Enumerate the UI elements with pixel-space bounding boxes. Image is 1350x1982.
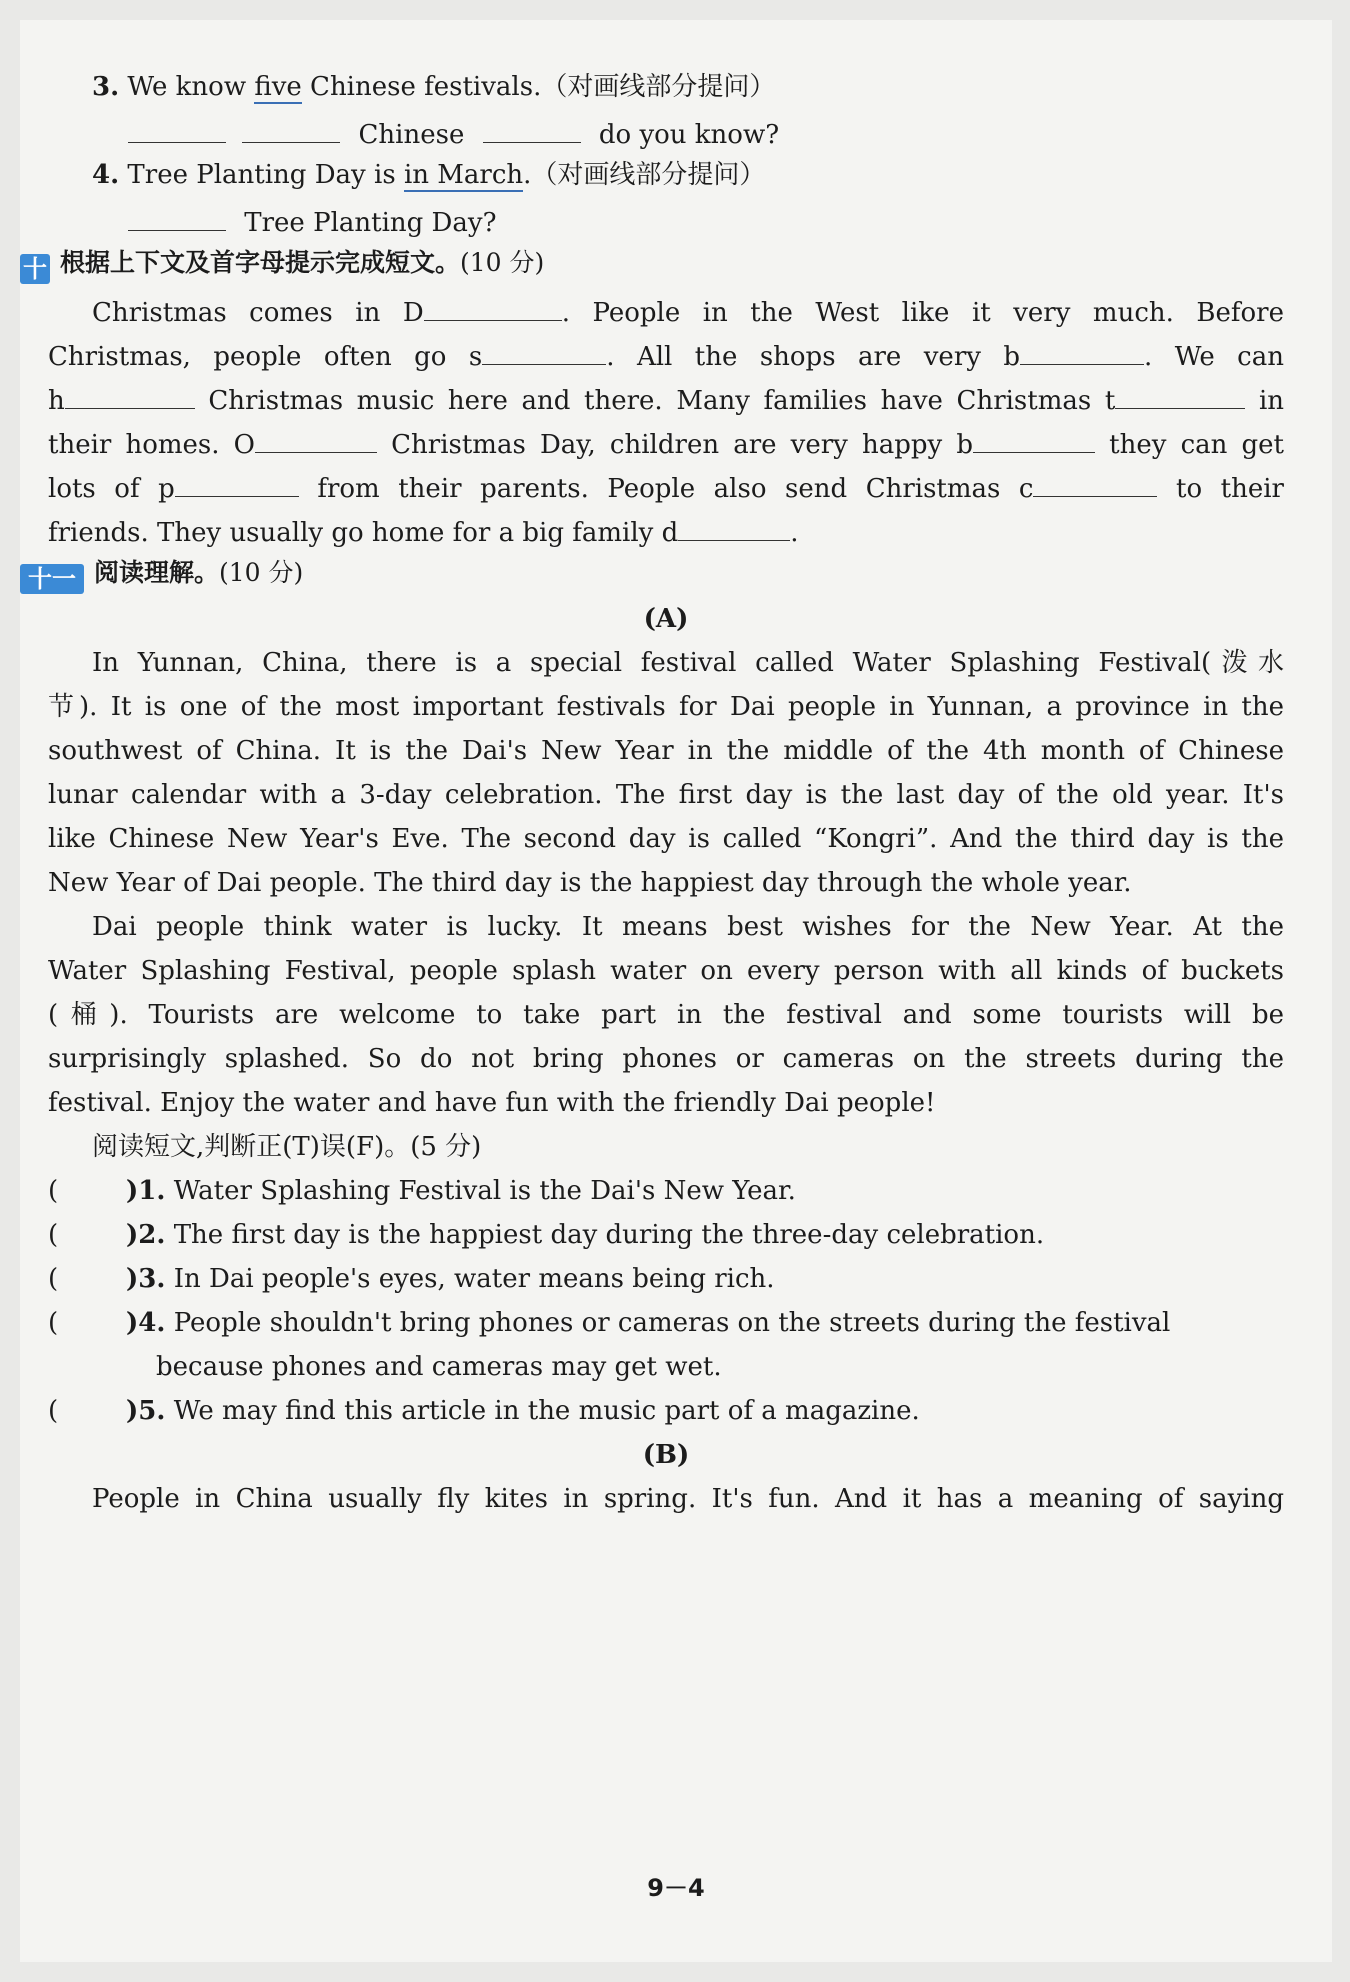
question-text: . [523, 160, 532, 190]
answer-word: Chinese [358, 120, 465, 150]
cloze-text: . All the shops are very b [606, 342, 1021, 372]
answer-blank[interactable] [128, 204, 226, 231]
answer-line-3 [128, 116, 1284, 150]
cloze-blank[interactable] [973, 426, 1095, 453]
item-number: )5. [126, 1396, 166, 1426]
item-number: )2. [126, 1220, 166, 1250]
underlined-phrase: five [254, 72, 302, 102]
answer-tail: do you know? [598, 120, 780, 150]
item-text: People shouldn't bring phones or cameras on the streets during the festival [173, 1308, 1171, 1338]
answer-tail: Tree Planting Day? [244, 208, 497, 238]
section-badge: 十一 [20, 564, 84, 594]
answer-line-4 [128, 204, 1284, 238]
instruction-text: （对画线部分提问） [541, 72, 776, 102]
cloze-blank[interactable] [1020, 338, 1144, 365]
section-11-heading [20, 558, 1256, 594]
answer-paren[interactable]: ( [48, 1264, 59, 1294]
cloze-line-6 [48, 514, 1284, 548]
cloze-text: friends. They usually go home for a big family d [48, 518, 679, 548]
tf-instruction: 阅读短文,判断正(T)误(F)。(5 分) [92, 1132, 482, 1162]
cloze-blank[interactable] [1115, 382, 1245, 409]
tf-item-1 [48, 1176, 1284, 1206]
passage-a-line: like Chinese New Year's Eve. The second day is called “Kongri”. And the third day is the [48, 824, 1284, 854]
question-text: We know [127, 72, 255, 102]
cloze-text: . We can [1144, 342, 1284, 372]
passage-a-label: (A) [643, 604, 689, 634]
question-number: 3. [92, 72, 120, 102]
item-number: )3. [126, 1264, 166, 1294]
section-title: 阅读理解。 [94, 558, 220, 587]
section-badge: 十 [20, 254, 50, 284]
worksheet-page [20, 20, 1332, 1962]
question-number: 4. [92, 160, 120, 190]
question-3 [92, 72, 1284, 102]
passage-a-line: surprisingly splashed. So do not bring phones or cameras on the streets during the [48, 1044, 1284, 1074]
answer-blank[interactable] [242, 116, 340, 143]
tf-item-5 [48, 1396, 1284, 1426]
item-number: )4. [126, 1308, 166, 1338]
item-text: We may find this article in the music part of a magazine. [173, 1396, 920, 1426]
passage-a-line: southwest of China. It is the Dai's New Year in the middle of the 4th month of Chinese [48, 736, 1284, 766]
section-points: (10 分) [219, 558, 304, 587]
cloze-text: lots of p [48, 474, 175, 504]
passage-a-line: 节). It is one of the most important festivals for Dai people in Yunnan, a province in the [48, 692, 1284, 722]
cloze-text: to their [1157, 474, 1284, 504]
cloze-text: . People in the West like it very much. Before [561, 298, 1284, 328]
cloze-text: they can get [1095, 430, 1284, 460]
tf-item-4-continued: because phones and cameras may get wet. [156, 1352, 722, 1382]
tf-item-2 [48, 1220, 1284, 1250]
tf-item-3 [48, 1264, 1284, 1294]
cloze-line-2 [48, 338, 1284, 372]
question-text: Chinese festivals. [301, 72, 542, 102]
answer-paren[interactable]: ( [48, 1220, 59, 1250]
cloze-blank[interactable] [678, 514, 790, 541]
answer-paren[interactable]: ( [48, 1396, 59, 1426]
cloze-text: h [48, 386, 65, 416]
cloze-blank[interactable] [255, 426, 377, 453]
passage-a-line: lunar calendar with a 3-day celebration. The first day is the last day of the old year. It's [48, 780, 1284, 810]
instruction-text: （对画线部分提问） [531, 160, 766, 190]
cloze-text: in [1245, 386, 1285, 416]
cloze-text: Christmas, people often go s [48, 342, 483, 372]
item-text: In Dai people's eyes, water means being rich. [173, 1264, 775, 1294]
answer-paren[interactable]: ( [48, 1308, 59, 1338]
answer-paren[interactable]: ( [48, 1176, 59, 1206]
item-text: The first day is the happiest day during the three-day celebration. [173, 1220, 1045, 1250]
passage-a-line: Dai people think water is lucky. It means best wishes for the New Year. At the [92, 912, 1284, 942]
passage-b-label: (B) [642, 1440, 690, 1470]
cloze-blank[interactable] [1033, 470, 1157, 497]
cloze-blank[interactable] [175, 470, 299, 497]
cloze-text: their homes. O [48, 430, 255, 460]
underlined-phrase: in March [403, 160, 524, 190]
cloze-text: from their parents. People also send Christmas c [298, 474, 1034, 504]
passage-a-line: Water Splashing Festival, people splash water on every person with all kinds of buckets [48, 956, 1284, 986]
cloze-text: Christmas music here and there. Many families have Christmas t [194, 386, 1116, 416]
cloze-line-5 [48, 470, 1284, 504]
question-text: Tree Planting Day is [127, 160, 404, 190]
cloze-line-1 [92, 294, 1284, 328]
item-text: Water Splashing Festival is the Dai's New Year. [173, 1176, 796, 1206]
passage-a-line: (桶). Tourists are welcome to take part in the festival and some tourists will be [48, 1000, 1284, 1030]
answer-blank[interactable] [483, 116, 581, 143]
section-title: 根据上下文及首字母提示完成短文。 [60, 248, 461, 277]
section-10-heading [20, 248, 1256, 284]
page-number: 9－4 [647, 1874, 705, 1902]
passage-a-line: festival. Enjoy the water and have fun with the friendly Dai people! [48, 1088, 936, 1118]
cloze-blank[interactable] [424, 294, 562, 321]
cloze-line-3 [48, 382, 1284, 416]
cloze-text: Christmas Day, children are very happy b [376, 430, 974, 460]
cloze-blank[interactable] [65, 382, 195, 409]
passage-a-line: New Year of Dai people. The third day is the happiest day through the whole year. [48, 868, 1132, 898]
section-points: (10 分) [460, 248, 545, 277]
cloze-text: . [790, 518, 799, 548]
passage-b-line: People in China usually fly kites in spring. It's fun. And it has a meaning of saying [92, 1484, 1284, 1514]
cloze-blank[interactable] [482, 338, 606, 365]
item-number: )1. [126, 1176, 166, 1206]
cloze-line-4 [48, 426, 1284, 460]
answer-blank[interactable] [128, 116, 226, 143]
cloze-text: Christmas comes in D [92, 298, 424, 328]
passage-a-line: In Yunnan, China, there is a special festival called Water Splashing Festival(泼水 [92, 648, 1284, 678]
tf-item-4 [48, 1308, 1284, 1338]
question-4 [92, 160, 1284, 190]
